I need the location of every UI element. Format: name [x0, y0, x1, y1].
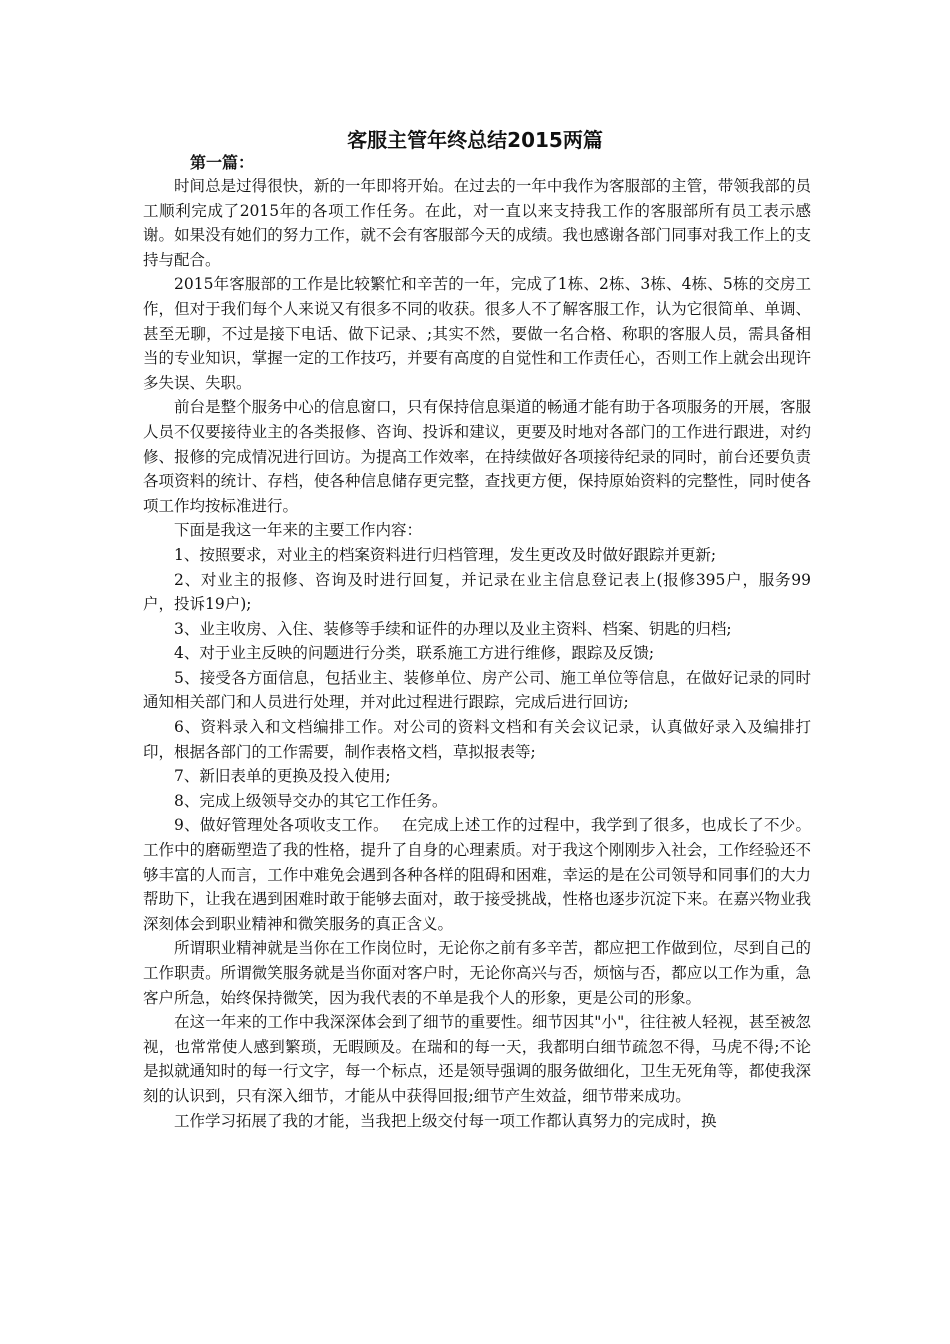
list-item-3: 3、业主收房、入住、装修等手续和证件的办理以及业主资料、档案、钥匙的归档;	[174, 619, 732, 638]
paragraph-professionalism: 所谓职业精神就是当你在工作岗位时，无论你之前有多辛苦，都应把工作做到位，尽到自己的工作职责。所谓微笑服务就是当你面对客户时，无论你高兴与否，烦恼与否，都应以工作为重，急客户所急，始终保持微笑，因为我代表的不单是我个人的形象，更是公司的形象。	[143, 939, 811, 1007]
section-heading: 第一篇：	[190, 153, 255, 172]
document-title: 客服主管年终总结2015两篇	[347, 128, 603, 152]
paragraph-front-desk: 前台是整个服务中心的信息窗口，只有保持信息渠道的畅通才能有助于各项服务的开展，客服人员不仅要接待业主的各类报修、咨询、投诉和建议，更要及时地对各部门的工作进行跟进，对约修、报修的完成情况进行回访。为提高工作效率，在持续做好各项接待纪录的同时，前台还要负责各项资料的统计、存档，使各种信息储存更完整，查找更方便，保持原始资料的完整性，同时使各项工作均按标准进行。	[143, 398, 811, 515]
list-item-8: 8、完成上级领导交办的其它工作任务。	[174, 791, 448, 810]
list-item-1: 1、按照要求，对业主的档案资料进行归档管理，发生更改及时做好跟踪并更新;	[174, 545, 717, 564]
list-item-6: 6、资料录入和文档编排工作。对公司的资料文档和有关会议记录，认真做好录入及编排打印，根据各部门的工作需要，制作表格文档，草拟报表等;	[143, 718, 811, 761]
paragraph-details: 在这一年来的工作中我深深体会到了细节的重要性。细节因其"小"，往往被人轻视，甚至被忽视，也常常使人感到繁琐，无暇顾及。在瑞和的每一天，我都明白细节疏忽不得，马虎不得;不论是拟就通知时的每一行文字，每一个标点，还是领导强调的服务做细化，卫生无死角等，都使我深刻的认识到，只有深入细节，才能从中获得回报;细节产生效益，细节带来成功。	[143, 1013, 811, 1105]
list-item-4: 4、对于业主反映的问题进行分类，联系施工方进行维修，跟踪及反馈;	[174, 644, 655, 663]
document-body	[143, 174, 811, 1133]
paragraph-work-list-intro: 下面是我这一年来的主要工作内容：	[174, 521, 423, 540]
paragraph-intro: 时间总是过得很快，新的一年即将开始。在过去的一年中我作为客服部的主管，带领我部的员工顺利完成了2015年的各项工作任务。在此，对一直以来支持我工作的客服部所有员工表示感谢。如果没有她们的努力工作，就不会有客服部今天的成绩。我也感谢各部门同事对我工作上的支持与配合。	[143, 177, 811, 269]
paragraph-2015-work: 2015年客服部的工作是比较繁忙和辛苦的一年，完成了1栋、2栋、3栋、4栋、5栋的交房工作，但对于我们每个人来说又有很多不同的收获。很多人不了解客服工作，认为它很简单、单调、甚至无聊，不过是接下电话、做下记录、;其实不然，要做一名合格、称职的客服人员，需具备相当的专业知识，掌握一定的工作技巧，并要有高度的自觉性和工作责任心，否则工作上就会出现许多失误、失职。	[143, 275, 811, 392]
list-item-5: 5、接受各方面信息，包括业主、装修单位、房产公司、施工单位等信息，在做好记录的同时通知相关部门和人员进行处理，并对此过程进行跟踪，完成后进行回访;	[143, 668, 811, 712]
paragraph-growth: 工作学习拓展了我的才能，当我把上级交付每一项工作都认真努力的完成时，换	[174, 1111, 717, 1130]
list-item-9: 9、做好管理处各项收支工作。 在完成上述工作的过程中，我学到了很多，也成长了不少。工作中的磨砺塑造了我的性格，提升了自身的心理素质。对于我这个刚刚步入社会，工作经验还不够丰富的人而言，工作中难免会遇到各种各样的阻碍和困难，幸运的是在公司领导和同事们的大力帮助下，让我在遇到困难时敢于能够去面对，敢于接受挑战，性格也逐步沉淀下来。在嘉兴物业我深刻体会到职业精神和微笑服务的真正含义。	[143, 816, 811, 933]
list-item-7: 7、新旧表单的更换及投入使用;	[174, 767, 391, 786]
list-item-2: 2、对业主的报修、咨询及时进行回复，并记录在业主信息登记表上(报修395户，服务99户，投诉19户);	[143, 570, 811, 614]
